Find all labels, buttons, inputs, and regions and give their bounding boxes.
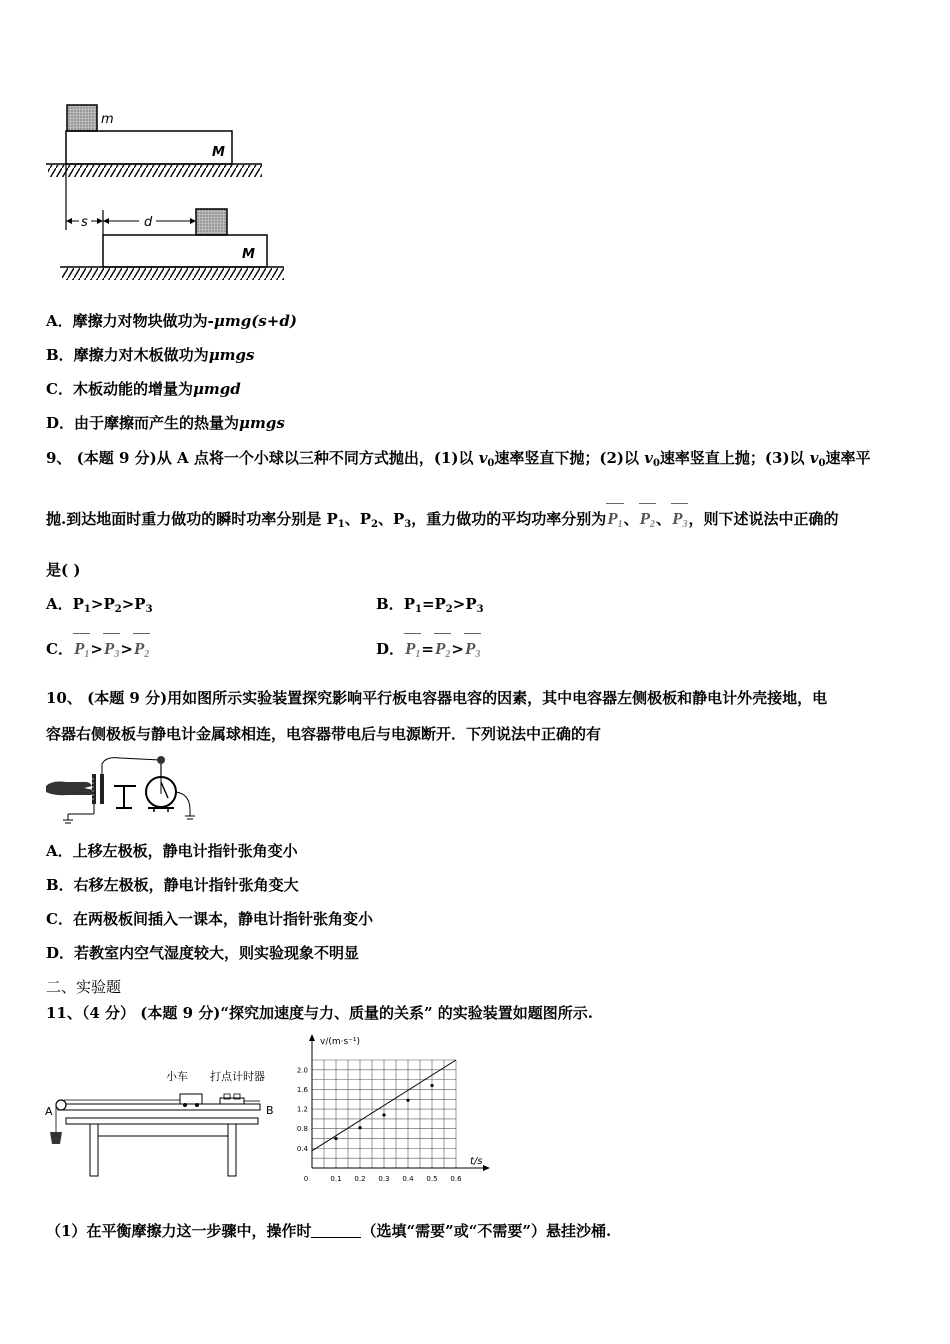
q9-option-c <box>46 636 150 668</box>
p-avg-1 <box>73 636 90 668</box>
p: P <box>464 639 476 658</box>
cart-apparatus-figure <box>44 1058 278 1180</box>
q9-option-d <box>376 636 481 668</box>
y-tick-label: 0.8 <box>296 1125 308 1134</box>
q11-sub1-text-b: （选填“需要”或“不需要”）悬挂沙桶. <box>361 1222 612 1240</box>
gt: > <box>452 595 466 613</box>
q9-line-3: 是( ) <box>46 561 81 579</box>
sub: 2 <box>371 519 378 530</box>
gt: > <box>121 595 135 613</box>
sub: 1 <box>84 649 90 660</box>
sub: 2 <box>445 649 451 660</box>
x-axis-arrow <box>483 1165 490 1171</box>
label-B: B <box>266 1104 274 1117</box>
small-block-top <box>67 105 97 131</box>
q9-text-1c: 速率竖直上抛；(3)以 <box>659 449 810 467</box>
sub: 1 <box>617 519 623 530</box>
sub: 1 <box>83 604 91 615</box>
sub: 3 <box>475 649 481 660</box>
sub: 2 <box>650 519 656 530</box>
q8-option-c <box>46 379 241 399</box>
label-m: m <box>101 112 114 127</box>
q11-sub1 <box>46 1221 611 1241</box>
q9-text-2c: ，重力做功的平均功率分别为 <box>411 510 607 528</box>
y-tick-label: 2.0 <box>296 1066 308 1075</box>
p-avg-3 <box>464 636 481 668</box>
y-tick-label: 0.4 <box>296 1144 308 1153</box>
board-top <box>66 131 232 164</box>
q9-v: v <box>644 449 653 467</box>
p: P <box>133 639 145 658</box>
p: P <box>103 639 115 658</box>
q10-line-2: 容器右侧极板与静电计金属球相连，电容器带电后与电源断开．下列说法中正确的有 <box>46 725 602 743</box>
p-avg-1 <box>404 636 421 668</box>
sub: 1 <box>415 649 421 660</box>
p: P <box>465 595 477 613</box>
data-point <box>406 1099 409 1102</box>
q9-text-2d: ，则下述说法中正确的 <box>688 510 839 528</box>
q11-sub1-text-a: （1）在平衡摩擦力这一步骤中，操作时 <box>46 1222 312 1240</box>
q9-line-2 <box>46 506 838 538</box>
sep: 、 <box>656 510 672 528</box>
sub: 3 <box>476 604 484 615</box>
q10-option-c: C．在两极板间插入一课本，静电计指针张角变小 <box>46 910 373 928</box>
p: P <box>134 595 146 613</box>
x-tick-label: 0.3 <box>378 1175 390 1183</box>
label: C． <box>46 640 73 658</box>
p: P <box>403 595 415 613</box>
q9-v: v <box>809 449 819 467</box>
capacitor-electroscope-figure <box>44 752 196 830</box>
section-heading: 二、实验题 <box>46 978 122 996</box>
p: P <box>639 509 651 528</box>
sub: 2 <box>144 649 150 660</box>
label: B． <box>376 595 404 613</box>
label-timer: 打点计时器 <box>210 1070 265 1083</box>
block-board-figure <box>44 98 284 283</box>
q9-line-1 <box>46 448 870 474</box>
q9-v-sub: 0 <box>818 458 826 469</box>
p-avg-2 <box>434 636 451 668</box>
sub: 2 <box>114 604 122 615</box>
eq: = <box>421 595 435 613</box>
x-tick-label: 0.5 <box>426 1175 438 1183</box>
sep: 、 <box>377 510 393 528</box>
q10-line-1: 10、 (本题 9 分)用如图所示实验装置探究影响平行板电容器电容的因素，其中电容器左侧极板和静电计外壳接地，电 <box>46 689 828 707</box>
label-s: s <box>81 215 88 230</box>
y-axis-arrow <box>309 1034 315 1041</box>
p: P <box>434 639 446 658</box>
eq: = <box>421 640 434 658</box>
label-d: d <box>144 215 153 230</box>
sub: 3 <box>114 649 120 660</box>
q9-text-1b: 速率竖直下抛；(2)以 <box>494 449 645 467</box>
y-tick-label: 1.6 <box>296 1085 308 1094</box>
answer-blank[interactable] <box>311 1223 361 1238</box>
q8-option-a-expr: μmg(s+d) <box>213 312 297 330</box>
q9-text-2a: 抛.到达地面时重力做功的瞬时功率分别是 P <box>46 510 338 528</box>
q10-option-d: D．若教室内空气湿度较大，则实验现象不明显 <box>46 944 360 962</box>
velocity-time-chart <box>288 1032 498 1188</box>
gt: > <box>90 640 103 658</box>
q8-option-c-expr: μmgd <box>192 380 241 398</box>
q10-option-b: B．右移左极板，静电计指针张角变大 <box>46 876 299 894</box>
sub: 3 <box>404 519 412 530</box>
x-tick-label: 0.2 <box>354 1175 366 1183</box>
p: P <box>72 595 84 613</box>
p: P <box>405 639 416 658</box>
sub: 3 <box>145 604 153 615</box>
q8-option-d <box>46 413 285 433</box>
p: P <box>434 595 446 613</box>
q8-option-d-expr: μmgs <box>239 414 285 432</box>
gt: > <box>120 640 133 658</box>
sep: 、 <box>344 510 360 528</box>
p: P <box>392 510 405 528</box>
q8-option-c-text: C．木板动能的增量为 <box>46 380 193 398</box>
label: D． <box>376 640 405 658</box>
gt: > <box>90 595 104 613</box>
x-tick-label: 0.1 <box>330 1175 342 1183</box>
q9-v: v <box>478 449 488 467</box>
p: P <box>607 509 618 528</box>
p: P <box>672 509 683 528</box>
sub: 2 <box>445 604 453 615</box>
p: P <box>73 639 85 658</box>
p-avg-2 <box>133 636 150 668</box>
q9-v-sub: 0 <box>487 458 495 469</box>
label: A． <box>46 595 73 613</box>
q8-option-a-text: A．摩擦力对物块做功为- <box>46 312 214 330</box>
p: P <box>103 595 115 613</box>
q8-option-b-text: B．摩擦力对木板做功为 <box>46 346 209 364</box>
q8-option-d-text: D．由于摩擦而产生的热量为 <box>46 414 240 432</box>
p-avg-3 <box>671 506 688 538</box>
label-M-bottom: M <box>242 247 255 262</box>
gt: > <box>451 640 464 658</box>
label-M-top: M <box>212 145 225 160</box>
data-point <box>358 1126 361 1129</box>
small-block-bottom <box>196 209 227 235</box>
q9-option-b <box>376 594 484 620</box>
q10-option-a: A．上移左极板，静电计指针张角变小 <box>46 842 298 860</box>
sep: 、 <box>623 510 639 528</box>
q8-option-a <box>46 311 297 331</box>
data-point <box>430 1084 433 1087</box>
x-tick-label: 0.6 <box>450 1175 462 1183</box>
y-axis-label: v/(m·s⁻¹) <box>320 1037 361 1047</box>
y-tick-label: 1.2 <box>296 1105 308 1114</box>
chart-labels <box>297 1037 483 1183</box>
origin-label: 0 <box>303 1175 309 1183</box>
q9-text-1d: 速率平 <box>825 449 871 467</box>
p-avg-3 <box>103 636 120 668</box>
q11-title: 11、（4 分） (本题 9 分)“探究加速度与力、质量的关系” 的实验装置如题图所示. <box>46 1004 594 1022</box>
sub: 1 <box>337 519 345 530</box>
x-tick-label: 0.4 <box>402 1175 414 1183</box>
q9-v-sub: 0 <box>652 458 660 469</box>
p-avg-2 <box>639 506 656 538</box>
q9-option-a <box>46 594 153 620</box>
p-avg-1 <box>606 506 623 538</box>
q8-option-b-expr: μmgs <box>208 346 255 364</box>
sub: 3 <box>682 519 688 530</box>
q9-text-1a: 9、 (本题 9 分)从 A 点将一个小球以三种不同方式抛出，(1)以 <box>46 449 479 467</box>
label-cart: 小车 <box>166 1070 188 1083</box>
sub: 1 <box>414 604 422 615</box>
q8-option-b <box>46 345 254 365</box>
data-point <box>382 1113 385 1116</box>
x-axis-label: t/s <box>470 1156 483 1167</box>
label-A: A <box>45 1105 53 1118</box>
data-point <box>334 1137 337 1140</box>
p: P <box>359 510 371 528</box>
